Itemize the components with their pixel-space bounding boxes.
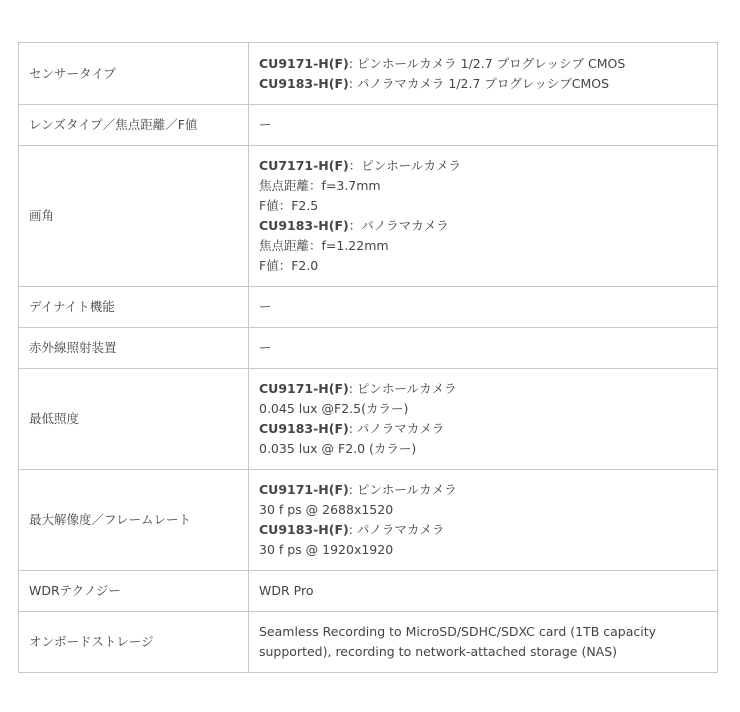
- value-text: : パノラマカメラ 1/2.7 プログレッシブCMOS: [348, 75, 610, 91]
- row-label: 画角: [19, 146, 249, 287]
- value-text: 30 f ps @ 2688x1520: [259, 502, 394, 517]
- value-text: ー: [259, 340, 272, 355]
- value-line: [259, 74, 707, 94]
- value-text: : パノラマカメラ: [348, 522, 445, 537]
- model-name: CU9171-H(F): [259, 381, 349, 396]
- table-row: [19, 328, 718, 369]
- row-value: [249, 328, 718, 369]
- value-text: 0.035 lux @ F2.0 (カラー): [259, 441, 417, 456]
- model-name: CU9171-H(F): [259, 482, 349, 497]
- model-name: CU9171-H(F): [259, 55, 349, 71]
- value-text: Seamless Recording to MicroSD/SDHC/SDXC card (1TB capacity supported), recording to network-attached storage (NAS): [259, 624, 657, 659]
- model-name: CU9183-H(F): [259, 522, 349, 537]
- table-row: [19, 470, 718, 571]
- table-row: [19, 146, 718, 287]
- table-row: [19, 369, 718, 470]
- row-value: [249, 612, 718, 673]
- row-label: デイナイト機能: [19, 287, 249, 328]
- row-value: [249, 571, 718, 612]
- value-text: ー: [259, 299, 272, 314]
- row-label: レンズタイプ／焦点距離／F値: [19, 105, 249, 146]
- table-row: [19, 612, 718, 673]
- value-line: [259, 216, 707, 236]
- value-text: ：パノラマカメラ: [348, 218, 449, 233]
- value-text: F値：F2.0: [259, 258, 319, 273]
- table-row: [19, 571, 718, 612]
- value-text: : ピンホールカメラ: [348, 381, 457, 396]
- row-label: オンボードストレージ: [19, 612, 249, 673]
- row-label: 最大解像度／フレームレート: [19, 470, 249, 571]
- value-text: F値：F2.5: [259, 198, 319, 213]
- model-name: CU9183-H(F): [259, 75, 349, 91]
- table-row: [19, 105, 718, 146]
- value-line: [259, 419, 707, 439]
- row-value: [249, 287, 718, 328]
- model-name: CU7171-H(F): [259, 158, 349, 173]
- value-line: [259, 156, 707, 176]
- row-label: WDRテクノジー: [19, 571, 249, 612]
- spec-table-container: [18, 42, 718, 673]
- value-text: 焦点距離：f=3.7mm: [259, 178, 381, 193]
- row-label: 赤外線照射装置: [19, 328, 249, 369]
- value-text: WDR Pro: [259, 583, 314, 598]
- value-text: ：ピンホールカメラ: [348, 158, 461, 173]
- row-value: [249, 369, 718, 470]
- value-line: [259, 520, 707, 540]
- row-value: [249, 146, 718, 287]
- model-name: CU9183-H(F): [259, 218, 349, 233]
- value-text: : ピンホールカメラ: [348, 482, 457, 497]
- row-value: [249, 43, 718, 105]
- spec-table: [18, 42, 718, 673]
- value-line: [259, 379, 707, 399]
- row-label: センサータイプ: [19, 43, 249, 105]
- value-text: : ピンホールカメラ 1/2.7 プログレッシブ CMOS: [348, 55, 626, 71]
- row-value: [249, 470, 718, 571]
- model-name: CU9183-H(F): [259, 421, 349, 436]
- table-row: [19, 43, 718, 105]
- value-text: 0.045 lux @F2.5(カラー): [259, 401, 409, 416]
- value-text: 焦点距離：f=1.22mm: [259, 238, 389, 253]
- value-line: [259, 54, 707, 74]
- value-line: [259, 480, 707, 500]
- table-row: [19, 287, 718, 328]
- value-text: ー: [259, 117, 272, 132]
- value-text: : パノラマカメラ: [348, 421, 445, 436]
- value-text: 30 f ps @ 1920x1920: [259, 542, 394, 557]
- row-label: 最低照度: [19, 369, 249, 470]
- row-value: [249, 105, 718, 146]
